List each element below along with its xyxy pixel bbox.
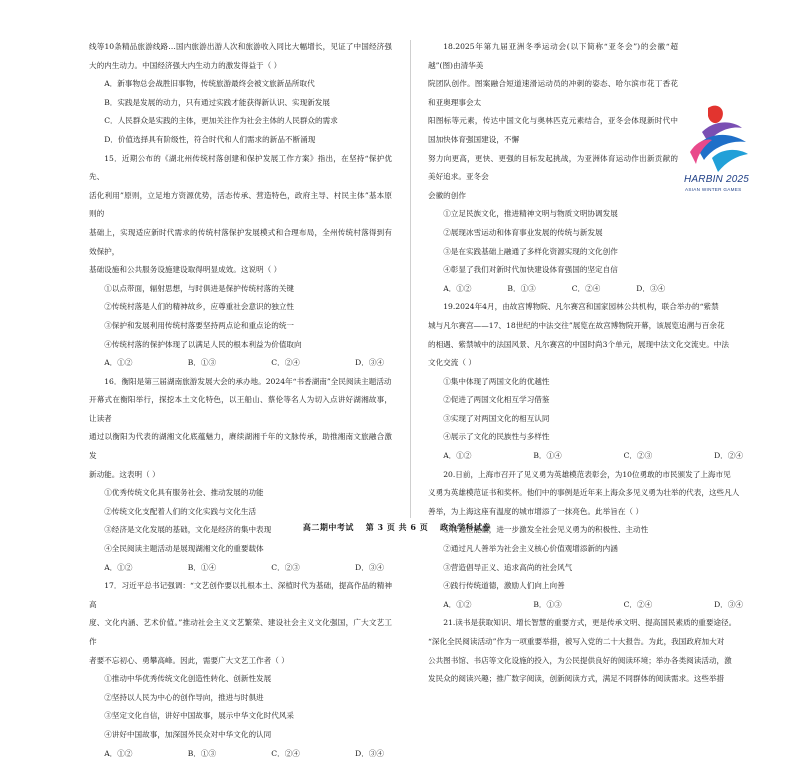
q18-statement-1: ①立足民族文化，推进精神文明与物质文明协调发展 (443, 209, 618, 219)
q20-answer-d: D．③④ (714, 599, 743, 609)
q21-stem-line3: 公共图书馆、书店等文化设施的投入，为公民提供良好的阅读环境；举办各类阅读活动，激 (428, 655, 732, 665)
emblem-caption: HARBIN 2025 (684, 174, 750, 185)
q16-answers (89, 559, 392, 578)
q19-statement-4: ④展示了文化的民族性与多样性 (443, 432, 550, 442)
q15-answer-d: D．③④ (355, 358, 384, 368)
q15-statement-3: ③保护和发展利用传统村落要坚持两点论和重点论的统一 (104, 320, 295, 330)
q17-answer-d: D．③④ (355, 748, 384, 758)
q15-stem-line4: 基础设施和公共服务设施建设取得明显成效。这说明（ ） (89, 265, 282, 275)
q20-stem-line1: 20.日前，上海市召开了见义勇为英雄模范表彰会，为10位勇敢的市民颁发了上海市见 (443, 469, 731, 479)
q14-option-a: A．新事物总会战胜旧事物，传统旅游最终会被文旅新品所取代 (104, 79, 315, 89)
emblem-subcaption: ASIAN WINTER GAMES (685, 187, 742, 192)
q19-answer-d: D．②④ (714, 451, 743, 461)
q14-continuation: 线等10条精品旅游线路…国内旅游出游人次和旅游收入同比大幅增长，见证了中国经济强大的内生动力。中国经济强大内生动力的激发得益于（ ） (89, 42, 392, 70)
q20-stem-line3: 善举，为上海这座有温度的城市增添了一抹亮色。此举旨在（ ） (428, 506, 644, 516)
q17-statement-3: ③坚定文化自信，讲好中国故事，展示中华文化时代风采 (104, 711, 295, 721)
q17-statement-2: ②坚持以人民为中心的创作导向，推进与时俱进 (104, 692, 264, 702)
q15-statement-2: ②传统村落是人们的精神故乡，应尊重社会意识的独立性 (104, 302, 295, 312)
q17-stem-line3: 者要不忘初心、勇攀高峰。因此，需要广大文艺工作者（ ） (89, 655, 289, 665)
q18-stem-line2: 院团队创作。图案融合短道速滑运动员的冲刺的姿态、哈尔滨市花丁香花和亚奥理事会太 (428, 79, 678, 107)
q18-stem-line1: 18.2025年第九届亚洲冬季运动会(以下简称“亚冬会”)的会徽“超越”(图)由清华美 (428, 42, 678, 70)
q16-statement-4: ④全民阅读主题活动是展现湖湘文化的重要载体 (104, 544, 264, 554)
q17-answers (89, 745, 392, 763)
q16-stem-line2: 开幕式在衡阳举行，探挖本土文化特色，以王船山、蔡伦等名人为切入点讲好湖湘故事，让读者 (89, 395, 392, 423)
q20-statement-2: ②通过凡人善举为社会主义核心价值观增添新的内涵 (443, 544, 618, 554)
q16-stem-line3: 通过以衡阳为代表的湖湘文化底蕴魅力，赓续湖湘千年的文脉传承，助推湘南文旅融合激发 (89, 432, 392, 461)
q19-stem-line2: 城与凡尔赛宫——17、18世纪的中法交往”展览在故宫博物院开幕，该展览追溯与百余花 (428, 320, 725, 330)
q20-answers (428, 596, 751, 615)
q16-statement-1: ①优秀传统文化具有服务社会、推动发展的功能 (104, 488, 264, 498)
q16-statement-2: ②传统文化支配着人们的文化实践与文化生活 (104, 506, 257, 516)
q19-answer-c: C．②③ (623, 451, 653, 461)
q18-statement-3: ③是在实践基础上融通了多样化资源实现的文化创作 (443, 246, 618, 256)
q18-answer-c: C．②④ (571, 283, 601, 293)
harbin-2025-emblem (682, 102, 758, 198)
q19-answer-b: B．①④ (533, 451, 562, 461)
q18-statement-2: ②展现冰雪运动和体育事业发展的传统与新发展 (443, 227, 603, 237)
q15-answer-a: A．①② (104, 358, 133, 368)
q21-stem-line2: “深化全民阅读活动”作为一项重要举措，被写入党的二十大报告。为此，我国政府加大对 (428, 637, 725, 646)
q15-answer-b: B．①③ (187, 358, 217, 368)
q19-statement-3: ③实现了对两国文化的相互认同 (443, 413, 550, 423)
q17-statement-4: ④讲好中国故事，加深国外民众对中华文化的认同 (104, 729, 272, 739)
q20-answer-c: C．②④ (623, 599, 653, 609)
q20-statement-1: ①传递正能量，进一步激发全社会见义勇为的积极性、主动性 (443, 525, 649, 535)
q16-answer-c: C．②③ (271, 562, 300, 572)
q14-option-d: D．价值选择具有阶级性，符合时代和人们需求的新品不断涌现 (104, 134, 316, 144)
q16-answer-b: B．①④ (187, 562, 217, 572)
q18-answer-a: A．①② (443, 283, 472, 293)
column-divider (410, 40, 411, 518)
emblem-skater-leg-shape (712, 150, 748, 172)
q18-statement-4: ④彰显了我们对新时代加快建设体育强国的坚定自信 (443, 265, 618, 275)
emblem-sun-shape (708, 106, 723, 123)
page-footer: 高二期中考试 第 3 页 共 6 页 政治学科试卷 (302, 522, 492, 532)
q21-stem-line1: 21.读书是获取知识、增长智慧的重要方式，更是传承文明、提高国民素质的重要途径。 (443, 618, 737, 628)
q20-stem-line2: 义勇为英雄模范证书和奖杯。他们中的事例是近年来上海众多见义勇为壮举的代表，这些凡人 (428, 488, 740, 498)
q21-stem-line4: 发民众的阅读兴趣；推广数字阅读，创新阅读方式，满足不同群体的阅读需求。这些举措 (428, 674, 725, 684)
q20-statement-4: ④践行传统道德，激励人们向上向善 (443, 581, 565, 591)
q19-statement-2: ②促进了两国文化相互学习借鉴 (443, 395, 550, 405)
q16-stem-line4: 新动能。这表明（ ） (89, 469, 160, 479)
q15-answer-c: C．②④ (271, 358, 300, 368)
q16-stem-line1: 16．衡阳是第三届湖南旅游发展大会的承办地。2024年“书香湖南”全民阅读主题活动 (104, 376, 392, 386)
q18-answers (428, 280, 673, 299)
q16-statement-3: ③经济是文化发展的基础，文化是经济的集中表现 (104, 525, 272, 535)
q20-answer-b: B．①③ (533, 599, 562, 609)
q14-option-c: C．人民群众是实践的主体，更加关注作为社会主体的人民群众的需求 (104, 116, 338, 126)
q16-answer-a: A．①② (104, 562, 133, 572)
emblem-graphic (682, 102, 758, 174)
q18-stem-line5: 会徽的创作 (428, 190, 466, 200)
q19-stem-line3: 的相遇、紫禁城中的法国风景、凡尔赛宫的中国时尚3个单元，展现中法文化交流史。中法 (428, 339, 729, 349)
q18-answer-b: B．①③ (507, 283, 536, 293)
q18-stem-line3: 阳图标等元素，传达中国文化与奥林匹克元素结合，亚冬会体现新时代中国加快体育强国建设，不懈 (428, 116, 678, 144)
q15-stem-line3: 基础上，实现适应新时代需求的传统村落保护发展模式和合理布局，全州传统村落得到有效保护， (89, 227, 392, 256)
q17-answer-b: B．①③ (187, 748, 217, 758)
q14-option-b: B．实践是发展的动力，只有通过实践才能获得新认识、实现新发展 (104, 97, 330, 107)
q17-answer-a: A．①② (104, 748, 133, 758)
q20-answer-a: A．①② (443, 599, 472, 609)
q19-answer-a: A．①② (443, 451, 472, 461)
q19-answers (428, 447, 751, 466)
q19-stem-line4: 文化交流（ ） (428, 358, 476, 368)
q17-stem-line2: 度、文化内涵、艺术价值。”推动社会主义文艺繁荣、建设社会主义文化强国，广大文艺工作 (89, 618, 392, 646)
left-column (89, 38, 392, 763)
q18-stem-line4: 努力向更高，更快、更强的目标发起挑战，为亚洲体育运动作出新贡献的美好追求。亚冬会 (428, 153, 678, 182)
q15-statement-1: ①以点带面，辐射思想，与时俱进是保护传统村落的关键 (104, 283, 295, 293)
q19-statement-1: ①集中体现了两国文化的优越性 (443, 376, 550, 386)
q19-stem-line1: 19.2024年4月，由故宫博物院、凡尔赛宫和国家园林公共机构，联合举办的“紫禁 (443, 302, 719, 312)
q15-stem-line1: 15．近期公布的《湖北州传统村落创建和保护发展工作方案》指出，在坚持“保护优先、 (89, 153, 392, 182)
q15-answers (89, 354, 392, 373)
q18-answer-d: D．③④ (636, 283, 666, 293)
q15-stem-line2: 活化利用”原则，立足地方资源优势，活态传承、营造特色，政府主导、村民主体”基本原则的 (89, 190, 392, 219)
q20-statement-3: ③营造倡导正义、追求高尚的社会风气 (443, 562, 573, 572)
q16-answer-d: D．③④ (355, 562, 384, 572)
q17-stem-line1: 17．习近平总书记强调：“文艺创作要以扎根本土、深植时代为基础，提高作品的精神高 (89, 581, 392, 609)
q17-answer-c: C．②④ (271, 748, 300, 758)
q17-statement-1: ①推动中华优秀传统文化创造性转化、创新性发展 (104, 674, 272, 684)
q15-statement-4: ④传统村落的保护体现了以满足人民的根本利益为价值取向 (104, 339, 302, 349)
